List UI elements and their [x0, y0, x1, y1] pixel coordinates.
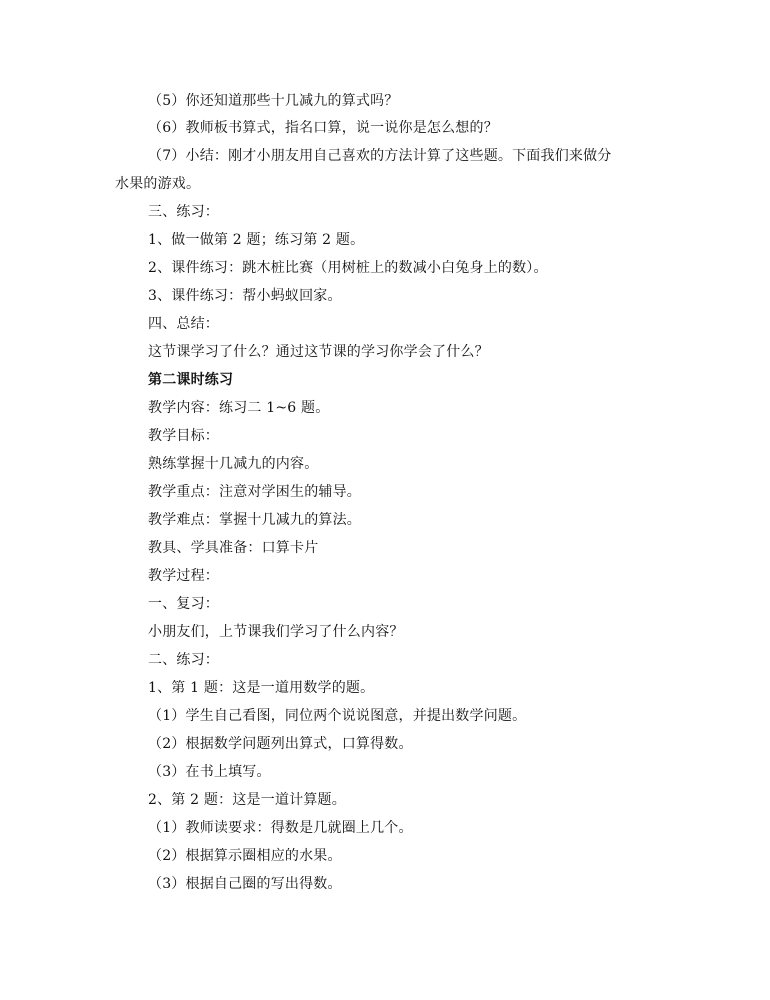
paragraph-line: 水果的游戏。: [115, 176, 201, 192]
paragraph-line: 熟练掌握十几减九的内容。: [148, 456, 319, 472]
paragraph-line: （5）你还知道那些十几减九的算式吗？: [148, 93, 399, 109]
paragraph-line: （2）根据算示圈相应的水果。: [148, 848, 342, 864]
paragraph-line: 教学过程：: [148, 568, 219, 584]
paragraph-line: （7）小结：刚才小朋友用自己喜欢的方法计算了这些题。下面我们来做分: [148, 148, 612, 164]
paragraph-line: （1）学生自己看图，同位两个说说图意，并提出数学问题。: [148, 708, 527, 724]
paragraph-line: 1、第 1 题：这是一道用数学的题。: [148, 680, 375, 696]
paragraph-line: 2、第 2 题：这是一道计算题。: [148, 792, 346, 808]
paragraph-line: 教学目标：: [148, 428, 219, 444]
paragraph-line: 教具、学具准备：口算卡片: [148, 540, 319, 556]
section-heading: 四、总结：: [148, 316, 219, 332]
section-heading: 一、复习：: [148, 596, 219, 612]
paragraph-line: 教学内容：练习二 1~6 题。: [148, 400, 330, 416]
paragraph-line: 1、做一做第 2 题；练习第 2 题。: [148, 232, 365, 248]
paragraph-line: （1）教师读要求：得数是几就圈上几个。: [148, 820, 413, 836]
paragraph-line: 教学重点：注意对学困生的辅导。: [148, 484, 361, 500]
paragraph-line: （6）教师板书算式，指名口算，说一说你是怎么想的？: [148, 120, 498, 136]
paragraph-line: 教学难点：掌握十几减九的算法。: [148, 512, 361, 528]
section-heading: 二、练习：: [148, 652, 219, 668]
paragraph-line: （3）在书上填写。: [148, 764, 271, 780]
lesson-title: 第二课时练习: [148, 372, 234, 388]
section-heading: 三、练习：: [148, 204, 219, 220]
paragraph-line: （3）根据自己圈的写出得数。: [148, 876, 342, 892]
paragraph-line: 小朋友们，上节课我们学习了什么内容？: [148, 624, 404, 640]
paragraph-line: 3、课件练习：帮小蚂蚁回家。: [148, 288, 342, 304]
paragraph-line: （2）根据数学问题列出算式，口算得数。: [148, 736, 413, 752]
paragraph-line: 这节课学习了什么？通过这节课的学习你学会了什么？: [148, 344, 489, 360]
paragraph-line: 2、课件练习：跳木桩比赛（用树桩上的数减小白兔身上的数）。: [148, 260, 548, 276]
